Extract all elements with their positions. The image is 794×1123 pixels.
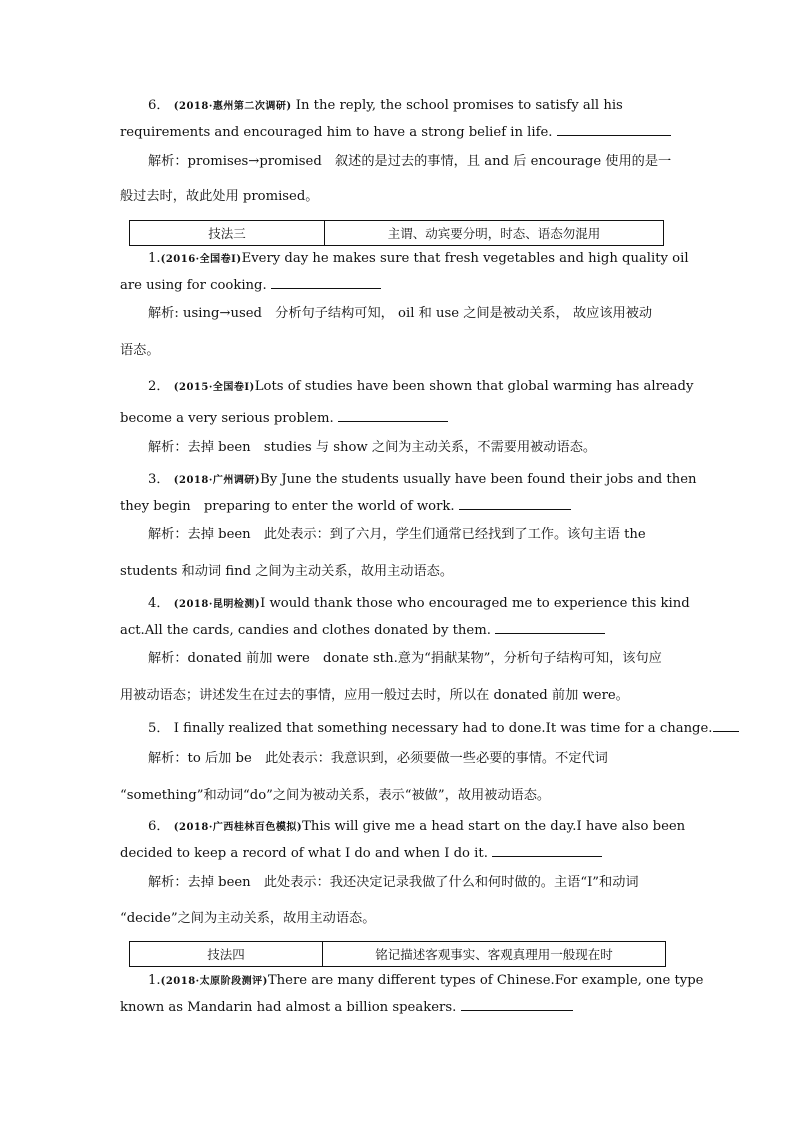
question-text: I finally realized that something necessary had to done.It was time for a change. — [173, 721, 713, 736]
question-text: become a very serious problem. — [120, 411, 334, 426]
question-line — [120, 844, 602, 863]
answer-explanation: 解析：去掉 been studies 与 show 之间为主动关系，不需要用被动语态。 — [148, 440, 597, 455]
question-text: known as Mandarin had almost a billion speakers. — [120, 1000, 457, 1015]
question-line — [148, 719, 739, 738]
technique-table — [129, 220, 664, 246]
answer-blank — [495, 621, 605, 634]
question-line — [120, 409, 448, 428]
answer-explanation: 解析: using→used 分析句子结构可知， oil 和 use 之间是被动关系， 故应该用被动 — [148, 306, 653, 321]
question-source: (2018·昆明检测) — [173, 599, 261, 610]
question-number: 3． — [148, 472, 170, 487]
answer-explanation: 解析：to 后加 be 此处表示：我意识到，必须要做一些必要的事情。不定代词 — [148, 751, 608, 766]
answer-blank — [459, 497, 571, 510]
answer-explanation: “decide”之间为主动关系，故用主动语态。 — [120, 911, 376, 926]
answer-explanation: 用被动语态；讲述发生在过去的事情，应用一般过去时，所以在 donated 前加 were。 — [120, 688, 629, 703]
question-source: (2018·广州调研) — [173, 475, 261, 486]
question-number: 5． — [148, 721, 170, 736]
question-text: they begin preparing to enter the world of work. — [120, 499, 455, 514]
question-source: (2015·全国卷Ⅰ) — [173, 382, 255, 393]
question-line — [148, 471, 697, 490]
answer-explanation: 语态。 — [120, 343, 160, 358]
answer-explanation: 解析：donated 前加 were donate sth.意为“捐献某物”，分析句子结构可知，该句应 — [148, 651, 662, 666]
answer-explanation: “something”和动词“do”之间为被动关系，表示“被做”，故用被动语态。 — [120, 788, 551, 803]
question-line — [120, 998, 573, 1017]
answer-explanation: 解析：去掉 been 此处表示：我还决定记录我做了什么和何时做的。主语“I”和动词 — [148, 875, 639, 890]
answer-blank — [557, 123, 671, 136]
question-source: (2018·太原阶段测评) — [160, 976, 268, 987]
technique-rule: 铭记描述客观事实、客观真理用一般现在时 — [323, 942, 666, 967]
question-text: are using for cooking. — [120, 278, 267, 293]
question-line — [148, 818, 685, 837]
question-line — [120, 123, 671, 142]
technique-label: 技法三 — [130, 221, 325, 246]
question-text: act.All the cards, candies and clothes donated by them. — [120, 623, 491, 638]
question-number: 1. — [148, 251, 161, 266]
question-number: 6． — [148, 819, 170, 834]
question-line — [120, 276, 381, 295]
answer-blank — [271, 276, 381, 289]
question-line — [148, 595, 690, 614]
question-line — [148, 378, 693, 397]
answer-blank — [338, 409, 448, 422]
answer-blank — [461, 998, 573, 1011]
question-number: 4． — [148, 596, 170, 611]
question-line — [148, 972, 703, 991]
question-number: 6． — [148, 98, 170, 113]
question-number: 2． — [148, 379, 170, 394]
answer-blank — [492, 844, 602, 857]
question-text: In the reply, the school promises to satisfy all his — [295, 98, 623, 113]
technique-rule: 主谓、动宾要分明，时态、语态勿混用 — [325, 221, 664, 246]
question-text: By June the students usually have been found their jobs and then — [260, 472, 697, 487]
question-number: 1. — [148, 973, 161, 988]
question-text: requirements and encouraged him to have a strong belief in life. — [120, 125, 553, 140]
question-text: There are many different types of Chinese.For example, one type — [267, 973, 704, 988]
question-text: This will give me a head start on the day.I have also been — [302, 819, 686, 834]
answer-blank — [713, 719, 739, 732]
question-text: decided to keep a record of what I do and when I do it. — [120, 846, 488, 861]
question-source: (2018·广西桂林百色模拟) — [173, 822, 303, 833]
answer-explanation: 解析：promises→promised 叙述的是过去的事情，且 and 后 encourage 使用的是一 — [148, 154, 672, 169]
answer-explanation: students 和动词 find 之间为主动关系，故用主动语态。 — [120, 564, 454, 579]
question-line — [120, 621, 605, 640]
question-line — [148, 97, 623, 116]
answer-explanation: 般过去时，故此处用 promised。 — [120, 189, 319, 204]
technique-label: 技法四 — [130, 942, 323, 967]
question-source: (2018·惠州第二次调研) — [173, 101, 292, 112]
question-line — [148, 250, 689, 269]
question-text: Lots of studies have been shown that global warming has already — [254, 379, 694, 394]
technique-table — [129, 941, 666, 967]
question-text: Every day he makes sure that fresh vegetables and high quality oil — [241, 251, 689, 266]
question-line — [120, 497, 571, 516]
answer-explanation: 解析：去掉 been 此处表示：到了六月，学生们通常已经找到了工作。该句主语 the — [148, 527, 646, 542]
question-source: (2016·全国卷Ⅰ) — [160, 254, 242, 265]
question-text: I would thank those who encouraged me to experience this kind — [260, 596, 690, 611]
